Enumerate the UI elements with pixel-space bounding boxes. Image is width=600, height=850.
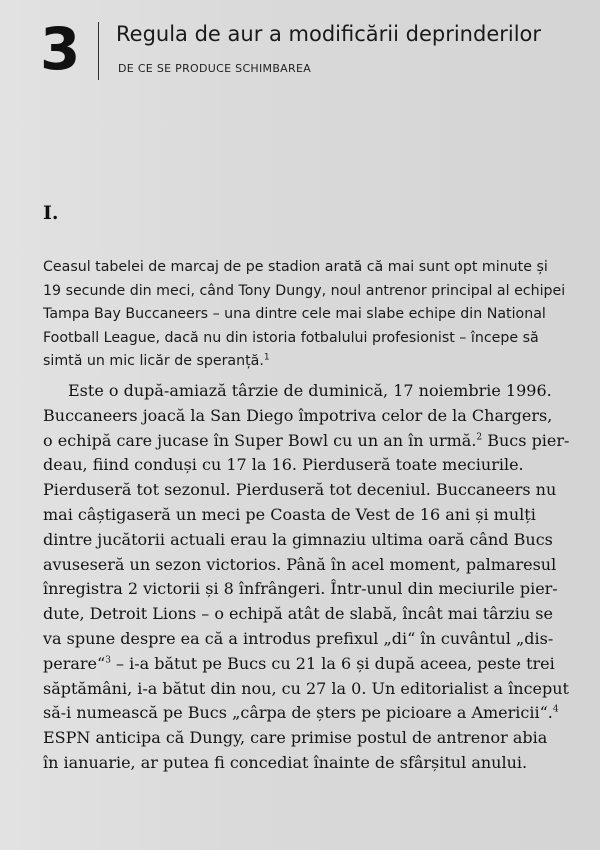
body-line: dute, Detroit Lions – o echipă atât de slabă, încât mai târziu se [43,604,553,624]
body-line: săptămâni, i-a bătut din nou, cu 27 la 0. Un editorialist a început [43,678,569,698]
body-line [43,701,588,726]
body-line: deau, fiind conduși cu 17 la 16. Pierduseră toate meciurile. [43,455,524,475]
intro-line: Ceasul tabelei de marcaj de pe stadion arată că mai sunt opt minute și [43,259,548,275]
intro-line: 19 secunde din meci, când Tony Dungy, noul antrenor principal al echipei [43,282,566,299]
chapter-subtitle: DE CE SE PRODUCE SCHIMBAREA [118,62,312,75]
body-line: înregistra 2 victorii și 8 înfrângeri. Într-unul din meciurile pier- [43,579,558,599]
chapter-divider [98,22,99,80]
chapter-number: 3 [40,15,81,83]
body-line: în ianuarie, ar putea fi concediat înainte de sfârșitul anului. [43,752,528,772]
footnote-marker: 4 [552,705,559,716]
body-line [43,652,588,677]
intro-line-last [43,350,583,374]
body-line [43,429,588,454]
intro-line-text: simtă un mic licăr de speranță. [43,353,264,369]
footnote-marker: 2 [476,432,483,443]
body-line: va spune despre ea că a introdus prefixul „di“ în cuvântul „dis- [43,628,554,648]
body-line-text: perare“ [43,653,106,673]
body-line-text: să-i numească pe Bucs „cârpa de șters pe picioare a Americii“. [43,703,553,723]
body-line: Este o după-amiază târzie de duminică, 17 noiembrie 1996. [68,381,552,400]
intro-paragraph [43,256,583,374]
body-line: ESPN anticipa că Dungy, care primise postul de antrenor abia [43,728,548,748]
intro-line: Football League, dacă nu din istoria fotbalului profesionist – începe să [43,329,539,346]
body-line-text: o echipă care jucase în Super Bowl cu un an în urmă. [43,430,477,450]
body-paragraph [43,379,588,776]
body-line: dintre jucătorii actuali erau la gimnaziu ultima oară când Bucs [43,529,553,549]
footnote-marker: 1 [263,352,270,363]
body-line-tail: Bucs pier- [482,430,570,450]
body-line: Buccaneers joacă la San Diego împotriva celor de la Chargers, [43,405,553,425]
body-line: mai câștigaseră un meci pe Coasta de Vest de 16 ani și mulți [43,504,536,524]
footnote-marker: 3 [105,655,111,666]
intro-line: Tampa Bay Buccaneers – una dintre cele mai slabe echipe din National [43,306,546,322]
body-line: Pierduseră tot sezonul. Pierduseră tot deceniul. Buccaneers nu [43,480,557,500]
chapter-header [40,14,580,84]
body-line-tail: – i-a bătut pe Bucs cu 21 la 6 și după aceea, peste trei [110,653,555,673]
body-line: avuseseră un sezon victorios. Până în acel moment, palmaresul [43,554,557,574]
chapter-title: Regula de aur a modificării deprinderilor [116,22,542,46]
section-number: I. [43,202,59,224]
